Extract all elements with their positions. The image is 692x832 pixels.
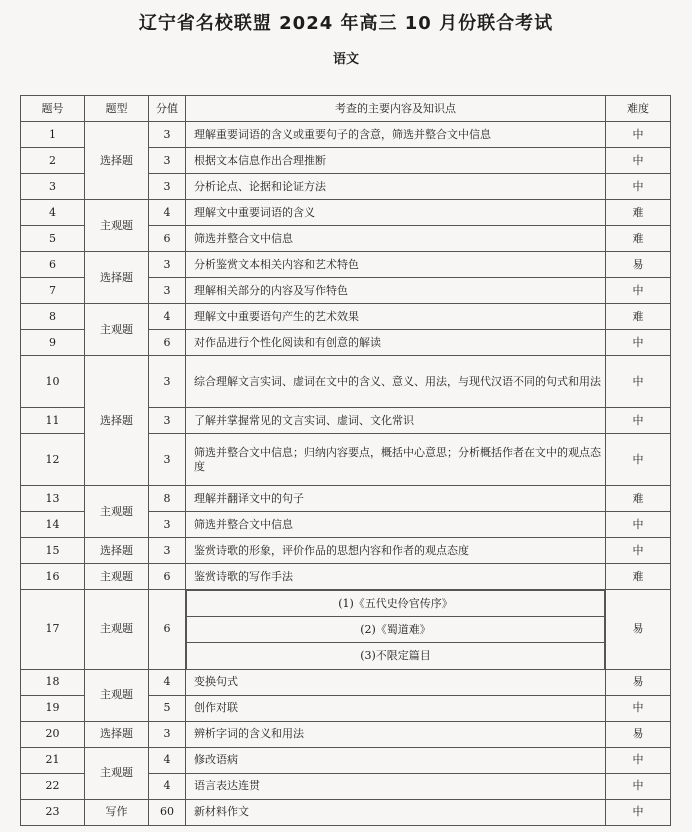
- score: 3: [149, 148, 186, 174]
- content: 修改语病: [186, 747, 606, 773]
- content: 理解重要词语的含义或重要句子的含意，筛选并整合文中信息: [186, 122, 606, 148]
- question-number: 6: [21, 252, 85, 278]
- content-subitems: [186, 590, 606, 670]
- question-type: 主观题: [85, 590, 149, 670]
- difficulty: 难: [606, 564, 671, 590]
- content: 筛选并整合文中信息: [186, 226, 606, 252]
- list-item: (3)不限定篇目: [187, 643, 605, 669]
- difficulty: 难: [606, 200, 671, 226]
- difficulty: 难: [606, 226, 671, 252]
- header-score: 分值: [149, 96, 186, 122]
- score: 3: [149, 512, 186, 538]
- question-number: 16: [21, 564, 85, 590]
- exam-spec-table: [20, 95, 671, 826]
- score: 5: [149, 695, 186, 721]
- difficulty: 中: [606, 799, 671, 825]
- score: 3: [149, 122, 186, 148]
- content: 理解文中重要词语的含义: [186, 200, 606, 226]
- question-number: 9: [21, 330, 85, 356]
- difficulty: 中: [606, 747, 671, 773]
- score: 8: [149, 486, 186, 512]
- question-number: 3: [21, 174, 85, 200]
- content: 鉴赏诗歌的形象，评价作品的思想内容和作者的观点态度: [186, 538, 606, 564]
- question-type: 主观题: [85, 669, 149, 721]
- list-item: (1)《五代史伶官传序》: [187, 591, 605, 617]
- content: 分析鉴赏文本相关内容和艺术特色: [186, 252, 606, 278]
- score: 3: [149, 434, 186, 486]
- table-row: [21, 356, 671, 408]
- question-type: 主观题: [85, 564, 149, 590]
- score: 4: [149, 200, 186, 226]
- question-number: 17: [21, 590, 85, 670]
- difficulty: 中: [606, 538, 671, 564]
- question-number: 5: [21, 226, 85, 252]
- score: 6: [149, 226, 186, 252]
- difficulty: 易: [606, 669, 671, 695]
- score: 4: [149, 669, 186, 695]
- difficulty: 易: [606, 721, 671, 747]
- question-type: 主观题: [85, 486, 149, 538]
- score: 3: [149, 356, 186, 408]
- difficulty: 中: [606, 356, 671, 408]
- difficulty: 易: [606, 252, 671, 278]
- question-type: 选择题: [85, 538, 149, 564]
- score: 3: [149, 408, 186, 434]
- question-type: 写作: [85, 799, 149, 825]
- score: 6: [149, 564, 186, 590]
- question-number: 7: [21, 278, 85, 304]
- difficulty: 中: [606, 122, 671, 148]
- content: 筛选并整合文中信息: [186, 512, 606, 538]
- table-row: [21, 538, 671, 564]
- content: 理解文中重要语句产生的艺术效果: [186, 304, 606, 330]
- question-type: 选择题: [85, 252, 149, 304]
- content: 对作品进行个性化阅读和有创意的解读: [186, 330, 606, 356]
- question-number: 4: [21, 200, 85, 226]
- subject-title: 语文: [332, 52, 359, 67]
- score: 4: [149, 304, 186, 330]
- content: 筛选并整合文中信息；归纳内容要点，概括中心意思；分析概括作者在文中的观点态度: [186, 434, 606, 486]
- table-row: [21, 590, 671, 670]
- table-row: [21, 252, 671, 278]
- difficulty: 中: [606, 773, 671, 799]
- question-type: 选择题: [85, 122, 149, 200]
- score: 60: [149, 799, 186, 825]
- content: 分析论点、论据和论证方法: [186, 174, 606, 200]
- content: 变换句式: [186, 669, 606, 695]
- difficulty: 中: [606, 512, 671, 538]
- difficulty: 中: [606, 695, 671, 721]
- table-row: [21, 122, 671, 148]
- content: 新材料作文: [186, 799, 606, 825]
- table-row: [21, 747, 671, 773]
- question-number: 14: [21, 512, 85, 538]
- score: 4: [149, 747, 186, 773]
- table-row: [21, 200, 671, 226]
- content: 语言表达连贯: [186, 773, 606, 799]
- difficulty: 中: [606, 330, 671, 356]
- question-number: 23: [21, 799, 85, 825]
- table-row: [21, 304, 671, 330]
- score: 3: [149, 252, 186, 278]
- score: 6: [149, 330, 186, 356]
- content: 创作对联: [186, 695, 606, 721]
- difficulty: 中: [606, 408, 671, 434]
- header-difficulty: 难度: [606, 96, 671, 122]
- score: 6: [149, 590, 186, 670]
- question-number: 12: [21, 434, 85, 486]
- question-number: 20: [21, 721, 85, 747]
- question-number: 11: [21, 408, 85, 434]
- question-number: 15: [21, 538, 85, 564]
- content: 辨析字词的含义和用法: [186, 721, 606, 747]
- table-row: [21, 669, 671, 695]
- question-number: 19: [21, 695, 85, 721]
- difficulty: 中: [606, 434, 671, 486]
- table-row: [21, 486, 671, 512]
- question-type: 选择题: [85, 356, 149, 486]
- question-number: 2: [21, 148, 85, 174]
- content: 理解并翻译文中的句子: [186, 486, 606, 512]
- question-number: 21: [21, 747, 85, 773]
- score: 3: [149, 538, 186, 564]
- difficulty: 中: [606, 278, 671, 304]
- table-row: [21, 721, 671, 747]
- score: 3: [149, 174, 186, 200]
- content: 综合理解文言实词、虚词在文中的含义、意义、用法，与现代汉语不同的句式和用法: [186, 356, 606, 408]
- question-number: 10: [21, 356, 85, 408]
- difficulty: 中: [606, 174, 671, 200]
- header-number: 题号: [21, 96, 85, 122]
- question-type: 主观题: [85, 200, 149, 252]
- table-row: [21, 564, 671, 590]
- exam-title: 辽宁省名校联盟 2024 年高三 10 月份联合考试: [138, 13, 554, 34]
- question-number: 22: [21, 773, 85, 799]
- table-header-row: [21, 96, 671, 122]
- difficulty: 易: [606, 590, 671, 670]
- score: 4: [149, 773, 186, 799]
- difficulty: 难: [606, 304, 671, 330]
- question-number: 1: [21, 122, 85, 148]
- question-number: 8: [21, 304, 85, 330]
- question-type: 主观题: [85, 747, 149, 799]
- content: 鉴赏诗歌的写作手法: [186, 564, 606, 590]
- table-row: [21, 799, 671, 825]
- score: 3: [149, 278, 186, 304]
- subitem-list: [186, 590, 605, 669]
- score: 3: [149, 721, 186, 747]
- list-item: (2)《蜀道难》: [187, 617, 605, 643]
- question-type: 选择题: [85, 721, 149, 747]
- header-type: 题型: [85, 96, 149, 122]
- question-number: 18: [21, 669, 85, 695]
- difficulty: 难: [606, 486, 671, 512]
- content: 了解并掌握常见的文言实词、虚词、文化常识: [186, 408, 606, 434]
- question-type: 主观题: [85, 304, 149, 356]
- content: 根据文本信息作出合理推断: [186, 148, 606, 174]
- difficulty: 中: [606, 148, 671, 174]
- header-content: 考查的主要内容及知识点: [186, 96, 606, 122]
- question-number: 13: [21, 486, 85, 512]
- content: 理解相关部分的内容及写作特色: [186, 278, 606, 304]
